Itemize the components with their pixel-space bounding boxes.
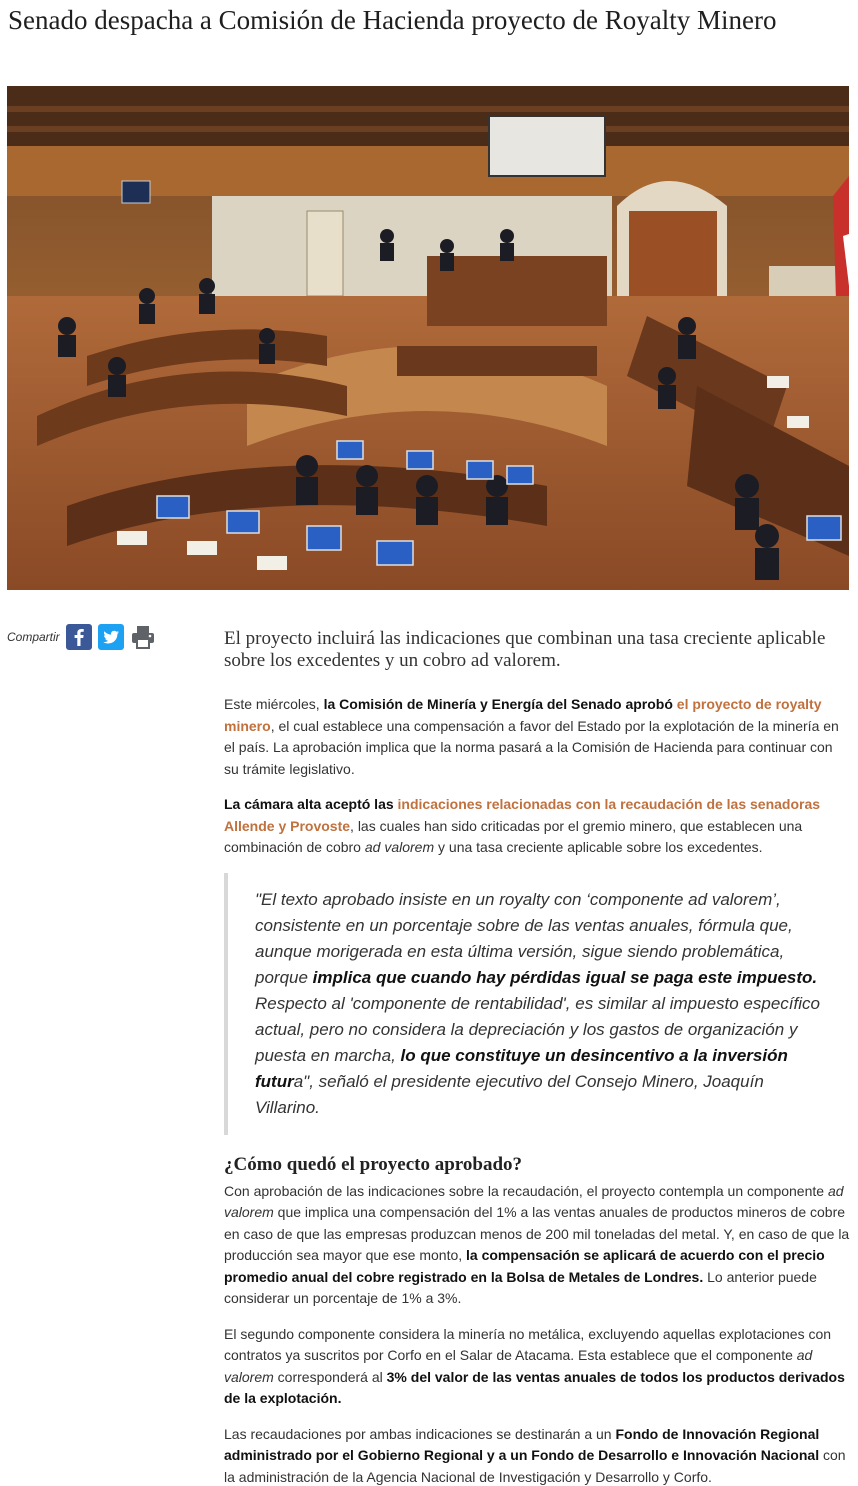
- paragraph-3: Con aprobación de las indicaciones sobre la recaudación, el proyecto contempla un componente ad valorem que implica una compensación del 1% a las ventas anuales de productos mineros de cobre en caso de que las empresas produzcan menos de 200 mil toneladas del metal. Y, en caso de que la producción sea mayor que ese monto, la compensación se aplicará de acuerdo con el precio promedio anual del cobre registrado en la Bolsa de Metales de Londres. Lo anterior puede considerar un porcentaje de 1% a 3%.: [224, 1182, 850, 1306]
- share-label: Compartir: [7, 630, 60, 644]
- section-heading: ¿Cómo quedó el proyecto aprobado?: [224, 1153, 523, 1175]
- article-body: [224, 628, 850, 1486]
- paragraph-1: Este miércoles, la Comisión de Minería y Energía del Senado aprobó el proyecto de royalty minero, el cual establece una compensación a favor del Estado por la explotación de la minería en el país. La aprobación implica que la norma pasará a la Comisión de Hacienda para continuar con su trámite legislativo.: [224, 696, 839, 777]
- twitter-icon[interactable]: [98, 624, 124, 650]
- print-icon[interactable]: [130, 624, 156, 650]
- quote-block: "El texto aprobado insiste en un royalty con ‘componente ad valorem’, consistente en un porcentaje sobre de las ventas anuales, fórmula que, aunque morigerada en esta última versión, sigue siendo problemática, porque implica que cuando hay pérdidas igual se paga este impuesto. Respecto al 'componente de rentabilidad', es similar al impuesto específico actual, pero no considera la depreciación y los gastos de organización y puesta en marcha, lo que constituye un desincentivo a la inversión futura", señaló el presidente ejecutivo del Consejo Minero, Joaquín Villarino.: [224, 873, 850, 1135]
- indicaciones-link[interactable]: indicaciones relacionadas con la recaudación de las senadoras Allende y Provoste: [224, 796, 821, 834]
- article-lead: El proyecto incluirá las indicaciones que combinan una tasa creciente aplicable sobre los excedentes y un cobro ad valorem.: [224, 628, 826, 671]
- paragraph-2: La cámara alta aceptó las indicaciones relacionadas con la recaudación de las senadoras Allende y Provoste, las cuales han sido criticadas por el gremio minero, que establecen una combinación de cobro ad valorem y una tasa creciente aplicable sobre los excedentes.: [224, 796, 821, 855]
- paragraph-4: El segundo componente considera la minería no metálica, excluyendo aquellas explotaciones con contratos ya suscritos por Corfo en el Salar de Atacama. Esta establece que el componente ad valorem corresponderá al 3% del valor de las ventas anuales de todos los productos derivados de la explotación.: [224, 1325, 845, 1406]
- article-title: Senado despacha a Comisión de Hacienda proyecto de Royalty Minero: [8, 5, 777, 35]
- royalty-project-link[interactable]: el proyecto de royalty minero: [224, 696, 822, 734]
- facebook-icon[interactable]: [66, 624, 92, 650]
- share-bar: [7, 622, 207, 652]
- paragraph-5: Las recaudaciones por ambas indicaciones se destinarán a un Fondo de Innovación Regional administrado por el Gobierno Regional y a un Fondo de Desarrollo e Innovación Nacional con la administración de la Agencia Nacional de Investigación y Desarrollo y Corfo.: [224, 1425, 846, 1485]
- hero-image: [7, 86, 849, 590]
